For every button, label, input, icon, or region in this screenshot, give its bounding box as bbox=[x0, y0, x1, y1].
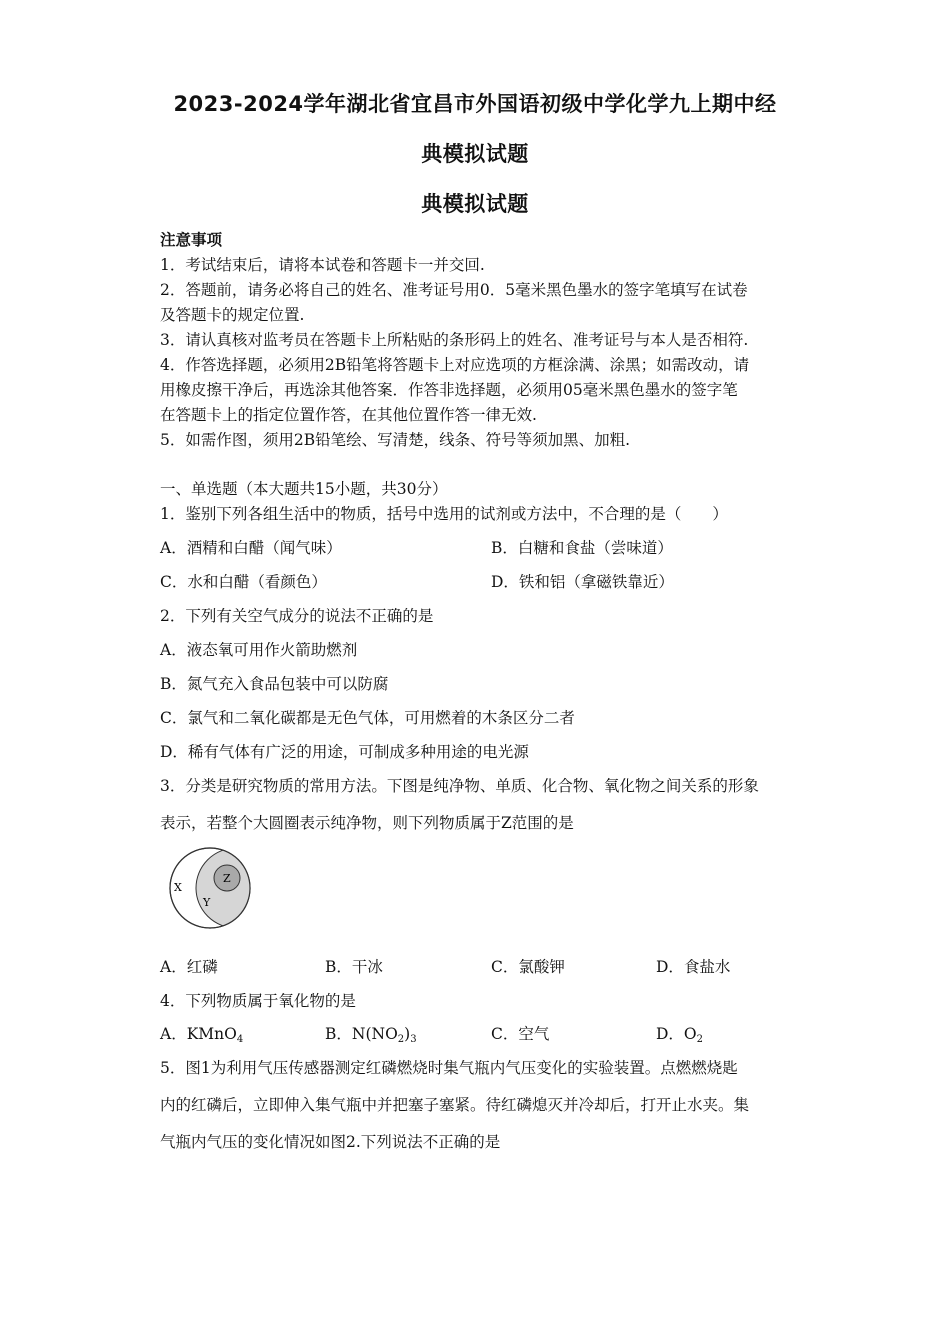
question-4-option-c: C．空气 bbox=[491, 1025, 550, 1043]
question-2-option-d: D．稀有气体有广泛的用途，可制成多种用途的电光源 bbox=[160, 743, 529, 761]
notice-heading: 注意事项 bbox=[160, 230, 223, 249]
q4-d-formula: D．O bbox=[656, 1025, 697, 1043]
question-1-stem: 1．鉴别下列各组生活中的物质，括号中选用的试剂或方法中，不合理的是（ ） bbox=[160, 505, 728, 523]
q4-b-formula: B．N(NO bbox=[325, 1025, 398, 1043]
question-1-option-d: D．铁和铝（拿磁铁靠近） bbox=[491, 573, 674, 591]
page-title-line-3: 典模拟试题 bbox=[421, 192, 529, 216]
q4-a-subscript: 4 bbox=[236, 1034, 244, 1045]
question-4-stem: 4．下列物质属于氧化物的是 bbox=[160, 992, 356, 1010]
question-4-option-b bbox=[325, 1022, 417, 1045]
question-5-line-3: 气瓶内气压的变化情况如图2.下列说法不正确的是 bbox=[160, 1133, 501, 1151]
q4-a-formula: A．KMnO bbox=[160, 1025, 237, 1043]
question-2-stem: 2．下列有关空气成分的说法不正确的是 bbox=[160, 607, 434, 625]
page-title-line-2: 典模拟试题 bbox=[421, 142, 529, 166]
question-5-line-2: 内的红磷后，立即伸入集气瓶中并把塞子塞紧。待红磷熄灭并冷却后，打开止水夹。集 bbox=[160, 1096, 750, 1114]
question-2-option-b: B．氮气充入食品包装中可以防腐 bbox=[160, 675, 389, 693]
notice-line: 及答题卡的规定位置. bbox=[160, 306, 305, 324]
question-5-line-1: 5．图1为利用气压传感器测定红磷燃烧时集气瓶内气压变化的实验装置。点燃燃烧匙 bbox=[160, 1059, 738, 1077]
question-3-option-c: C．氯酸钾 bbox=[491, 958, 565, 976]
question-1-option-a: A．酒精和白醋（闻气味） bbox=[160, 539, 342, 557]
question-3-stem-line-2: 表示，若整个大圆圈表示纯净物，则下列物质属于Z范围的是 bbox=[160, 814, 574, 832]
question-3-option-b: B．干冰 bbox=[325, 958, 383, 976]
notice-line: 5．如需作图，须用2B铅笔绘、写清楚，线条、符号等须加黑、加粗. bbox=[160, 431, 631, 449]
page-title-line-1: 2023-2024学年湖北省宜昌市外国语初级中学化学九上期中经 bbox=[173, 92, 777, 116]
question-1-option-c: C．水和白醋（看颜色） bbox=[160, 573, 327, 591]
notice-line: 1．考试结束后，请将本试卷和答题卡一并交回. bbox=[160, 256, 485, 274]
notice-line: 4．作答选择题，必须用2B铅笔将答题卡上对应选项的方框涂满、涂黑；如需改动，请 bbox=[160, 356, 750, 374]
notice-line: 2．答题前，请务必将自己的姓名、准考证号用0．5毫米黑色墨水的签字笔填写在试卷 bbox=[160, 281, 748, 299]
notice-line: 3．请认真核对监考员在答题卡上所粘贴的条形码上的姓名、准考证号与本人是否相符. bbox=[160, 331, 749, 349]
q4-d-subscript: 2 bbox=[696, 1034, 704, 1045]
q4-b-subscript-2: 3 bbox=[410, 1034, 417, 1045]
venn-label-y: Y bbox=[203, 896, 211, 909]
notice-line: 在答题卡上的指定位置作答，在其他位置作答一律无效. bbox=[160, 406, 537, 424]
question-4-option-a bbox=[160, 1022, 243, 1045]
question-1-option-b: B．白糖和食盐（尝味道） bbox=[491, 539, 673, 557]
question-4-option-d bbox=[656, 1022, 703, 1045]
question-3-option-a: A．红磷 bbox=[160, 958, 218, 976]
question-3-stem-line-1: 3．分类是研究物质的常用方法。下图是纯净物、单质、化合物、氧化物之间关系的形象 bbox=[160, 777, 759, 795]
venn-label-z: Z bbox=[223, 872, 231, 885]
question-2-option-a: A．液态氧可用作火箭助燃剂 bbox=[160, 641, 358, 659]
section-heading: 一、单选题（本大题共15小题，共30分） bbox=[160, 480, 448, 498]
venn-diagram bbox=[160, 845, 260, 935]
question-2-option-c: C．氯气和二氧化碳都是无色气体，可用燃着的木条区分二者 bbox=[160, 709, 575, 727]
q4-b-subscript-1: 2 bbox=[397, 1034, 405, 1045]
q4-b-paren: ) bbox=[404, 1025, 411, 1043]
notice-line: 用橡皮擦干净后，再选涂其他答案．作答非选择题，必须用05毫米黑色墨水的签字笔 bbox=[160, 381, 738, 399]
question-3-option-d: D．食盐水 bbox=[656, 958, 731, 976]
venn-label-x: X bbox=[174, 881, 182, 894]
